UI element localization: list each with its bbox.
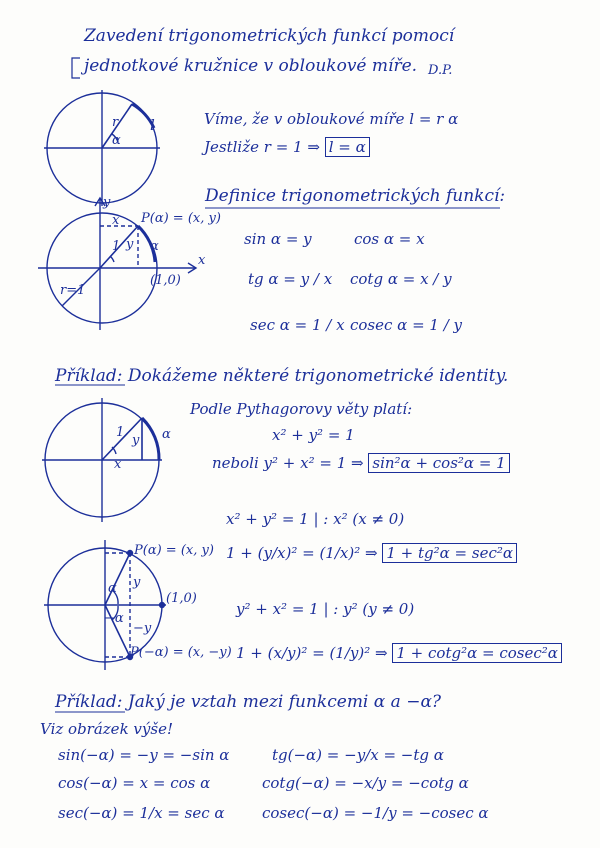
label-alpha-2: α: [150, 239, 159, 254]
label-y-inner: y: [126, 237, 134, 252]
arc-boxed: l = α: [325, 137, 370, 157]
eq-5: y² + x² = 1 | : y² (y ≠ 0): [236, 600, 415, 618]
label-alpha-fig4: α: [108, 581, 117, 596]
label-x-axis: x: [198, 253, 206, 268]
label-point-P-neg: P(−α) = (x, −y): [130, 645, 232, 660]
eq-4: 1 + (y/x)² = (1/x)² ⇒ 1 + tg²α = sec²α: [226, 546, 517, 561]
def-sin: sin α = y: [244, 230, 312, 248]
label-point-P: P(α) = (x, y): [141, 211, 221, 226]
arc-line-1: Víme, že v obloukové míře l = r α: [204, 110, 459, 128]
label-y-2: y: [132, 433, 140, 448]
def-cotg: cotg α = x / y: [350, 270, 452, 288]
figure-arc-circle: [44, 90, 160, 206]
eq-2-boxed: sin²α + cos²α = 1: [368, 453, 509, 473]
label-neg-y-fig4: −y: [133, 621, 152, 636]
label-point-10: (1,0): [150, 273, 181, 288]
def-tg: tg α = y / x: [248, 270, 333, 288]
example1-heading: Příklad: Dokážeme některé trigonometrické identity.: [55, 366, 509, 386]
example2-subheading: Viz obrázek výše!: [40, 720, 173, 738]
author-initials: D.P.: [428, 63, 453, 78]
eq-3: x² + y² = 1 | : x² (x ≠ 0): [226, 510, 405, 528]
def-cosec: cosec α = 1 / y: [350, 316, 463, 334]
label-x-top: x: [112, 213, 120, 228]
arc-line-2: Jestliže r = 1 ⇒ l = α: [204, 140, 370, 155]
row3-right: cosec(−α) = −1/y = −cosec α: [262, 804, 489, 822]
label-x-2: x: [114, 457, 122, 472]
title-line-1: Zavedení trigonometrických funkcí pomocí: [84, 26, 455, 46]
row1-right: tg(−α) = −y/x = −tg α: [272, 746, 444, 764]
row2-right: cotg(−α) = −x/y = −cotg α: [262, 774, 469, 792]
eq-4-boxed: 1 + tg²α = sec²α: [382, 543, 517, 563]
label-neg-alpha-fig4: −α: [104, 611, 124, 626]
label-point-P-fig4: P(α) = (x, y): [134, 543, 214, 558]
pythagoras-text: Podle Pythagorovy věty platí:: [190, 400, 413, 418]
example2-heading: Příklad: Jaký je vztah mezi funkcemi α a −α?: [55, 692, 442, 712]
label-r-eq-1: r=1: [60, 283, 86, 298]
def-cos: cos α = x: [354, 230, 425, 248]
row1-left: sin(−α) = −y = −sin α: [58, 746, 230, 764]
eq-2: neboli y² + x² = 1 ⇒ sin²α + cos²α = 1: [212, 456, 510, 471]
label-r: r: [112, 115, 119, 130]
figure-pythagoras-circle: [42, 398, 162, 522]
def-sec: sec α = 1 / x: [250, 316, 345, 334]
label-point-10-fig4: (1,0): [166, 591, 197, 606]
row2-left: cos(−α) = x = cos α: [58, 774, 211, 792]
label-one: 1: [112, 239, 121, 254]
definitions-heading: Definice trigonometrických funkcí:: [205, 186, 506, 206]
label-alpha-1: α: [112, 133, 121, 148]
title-line-2: jednotkové kružnice v obloukové míře.: [84, 56, 418, 76]
row3-left: sec(−α) = 1/x = sec α: [58, 804, 225, 822]
eq-6: 1 + (x/y)² = (1/y)² ⇒ 1 + cotg²α = cosec²α: [236, 646, 562, 661]
label-l: l: [150, 116, 155, 134]
label-alpha-3: α: [162, 427, 171, 442]
label-y-axis: y: [103, 195, 111, 210]
label-one-2: 1: [116, 425, 125, 440]
eq-6-boxed: 1 + cotg²α = cosec²α: [392, 643, 562, 663]
eq-1: x² + y² = 1: [272, 426, 355, 444]
label-y-fig4: y: [133, 575, 141, 590]
